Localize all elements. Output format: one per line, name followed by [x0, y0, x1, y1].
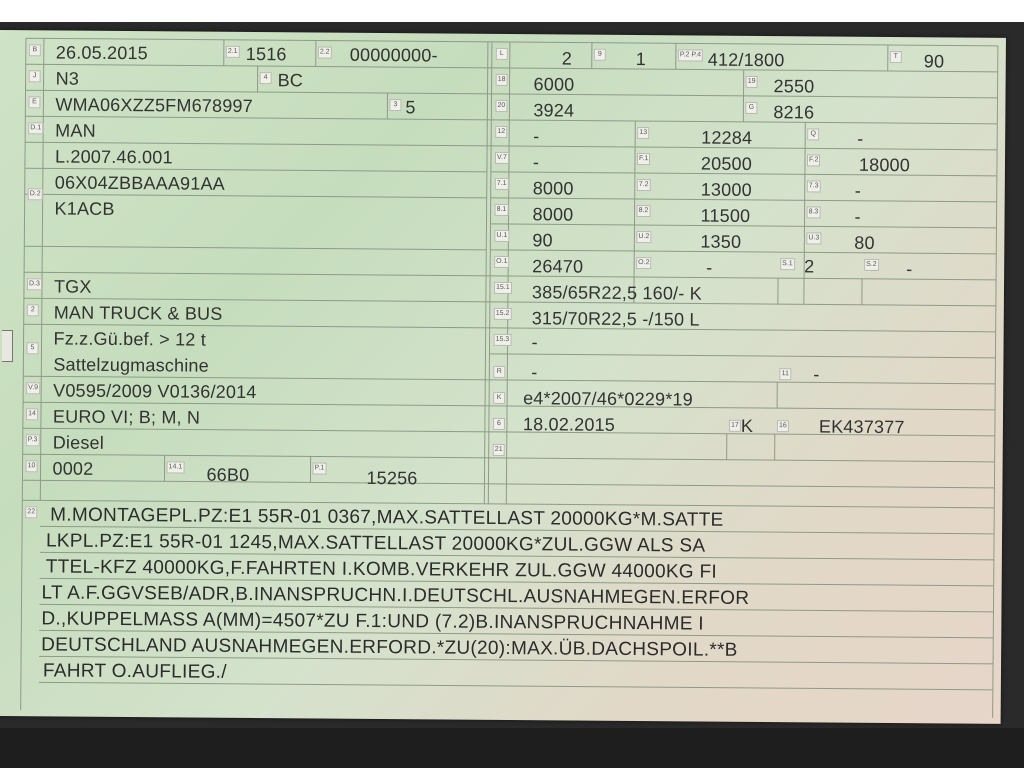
axle-load-1: 8000 — [532, 178, 574, 199]
permitted-axle-load-3: - — [854, 206, 861, 227]
field-label-D2: D.2 — [28, 188, 43, 200]
vin-check-digit: 5 — [405, 97, 416, 118]
unbraked-trailer-load: - — [706, 257, 713, 278]
make: MAN — [55, 120, 96, 141]
field-label-18: 18 — [496, 74, 508, 86]
field-label-12: 12 — [495, 126, 507, 138]
driven-axles: 1 — [635, 49, 647, 70]
field-label-S1: S.1 — [780, 258, 795, 270]
field-label-15-3: 15.3 — [494, 334, 512, 346]
emission-directive: V0595/2009 V0136/2014 — [53, 380, 257, 403]
body-type: BC — [277, 70, 304, 91]
field-label-14-1: 14.1 — [167, 461, 185, 473]
height: 3924 — [533, 100, 575, 121]
field-label-F2: F.2 — [807, 154, 820, 166]
field-label-V9: V.9 — [26, 382, 40, 394]
tyres-axle-1: 385/65R22,5 160/- K — [531, 282, 702, 304]
field-label-B: B — [29, 44, 41, 56]
fuel-type: Diesel — [52, 432, 105, 453]
technical-max-mass: 20500 — [700, 153, 753, 174]
field-label-P1: P.1 — [313, 463, 327, 475]
emission-class: EURO VI; B; M, N — [52, 406, 201, 428]
field-label-V7: V.7 — [495, 152, 509, 164]
field-label-U1: U.1 — [494, 230, 509, 242]
field-label-4: 4 — [260, 72, 272, 84]
remark-line-5: D.,KUPPELMASS A(MM)=4507*ZU F.1:UND (7.2)B.INANSPRUCHNAHME I — [41, 608, 705, 635]
type-code: 00000000- — [349, 44, 438, 66]
field-label-U3: U.3 — [806, 232, 821, 244]
vehicle-category-line-2: Sattelzugmaschine — [53, 354, 209, 376]
field-label-15-1: 15.1 — [494, 282, 512, 294]
type-variant-line-2: 06X04ZBBAAA91AA — [54, 172, 225, 194]
type-approval-number: e4*2007/46*0229*19 — [523, 388, 693, 410]
document-number: EK437377 — [818, 416, 905, 438]
field-label-5: 5 — [26, 342, 38, 354]
field-label-D1: D.1 — [28, 122, 43, 134]
fuel-code: 0002 — [52, 458, 94, 479]
field-label-14: 14 — [26, 408, 38, 420]
top-margin — [0, 0, 1024, 22]
field-label-2: 2 — [27, 304, 39, 316]
manufacturer-name: MAN TRUCK & BUS — [53, 302, 223, 324]
axle-count: 2 — [561, 48, 573, 69]
field-label-2-2: 2.2 — [318, 47, 332, 59]
operating-permit-mark: K — [740, 415, 754, 436]
tyres-axle-2: 315/70R22,5 -/150 L — [531, 308, 700, 330]
power-mass-ratio: - — [857, 128, 864, 149]
remark-line-1: M.MONTAGEPL.PZ:E1 55R-01 0367,MAX.SATTELLAST 20000KG*M.SATTE — [50, 504, 724, 531]
width: 2550 — [773, 76, 815, 97]
axle-load-3: - — [854, 180, 862, 201]
trade-name: TGX — [53, 276, 92, 297]
co2-value: - — [532, 152, 540, 173]
field-label-15-2: 15.2 — [494, 308, 512, 320]
field-label-O2: O.2 — [636, 257, 651, 269]
vehicle-category-line-1: Fz.z.Gü.bef. > 12 t — [53, 328, 207, 350]
field-label-10: 10 — [26, 460, 38, 472]
remark-line-7: FAHRT O.AUFLIEG./ — [42, 660, 227, 683]
field-label-11: 11 — [779, 368, 791, 380]
emission-code: 66B0 — [206, 464, 250, 486]
length: 6000 — [533, 74, 575, 95]
remark-line-6: DEUTSCHLAND AUSNAHMEGEN.ERFORD.*ZU(20):MAX.ÜB.DACHSPOIL.**B — [41, 634, 738, 661]
seats: 2 — [804, 256, 815, 277]
field-label-13: 13 — [637, 127, 649, 139]
body-code: - — [813, 364, 820, 385]
date-of-entry: 18.02.2015 — [522, 414, 616, 435]
field-label-22: 22 — [25, 506, 37, 518]
noise-rpm: 1350 — [700, 231, 742, 252]
field-label-O1: O.1 — [494, 256, 509, 268]
field-label-K: K — [493, 392, 505, 404]
braked-trailer-load: 26470 — [532, 256, 584, 277]
field-label-9: 9 — [594, 49, 606, 61]
empty-mass: 8216 — [773, 102, 815, 123]
field-label-19: 19 — [746, 76, 758, 88]
manufacturer-code: 1516 — [245, 43, 287, 65]
driving-noise: 80 — [854, 232, 875, 253]
engine-capacity: 15256 — [366, 467, 418, 489]
field-label-6: 6 — [493, 418, 505, 430]
type-variant-line-1: L.2007.46.001 — [54, 146, 173, 168]
field-label-2-1: 2.1 — [226, 46, 240, 58]
field-label-21: 21 — [493, 444, 505, 456]
field-label-E: E — [28, 96, 40, 108]
field-label-P2-P4: P.2 P.4 — [678, 49, 703, 61]
field-label-R: R — [493, 366, 505, 378]
support-load: 12284 — [701, 127, 753, 148]
remark-line-4: LT A.F.GGVSEB/ADR,B.INANSPRUCHN.I.DEUTSCHL.AUSNAHMEGEN.ERFOR — [41, 582, 750, 609]
tyres-axle-3: - — [531, 332, 538, 353]
axle-load-2: 13000 — [700, 179, 752, 200]
left-edge-tab — [2, 330, 13, 362]
permitted-max-mass: 18000 — [858, 154, 911, 176]
permitted-axle-load-1: 8000 — [532, 204, 574, 225]
field-label-L: L — [496, 48, 508, 60]
permitted-axle-load-2: 11500 — [700, 205, 751, 226]
field-label-S2: S.2 — [864, 259, 879, 271]
power-rpm: 412/1800 — [707, 49, 785, 71]
field-label-17: 17 — [729, 420, 741, 432]
tank-volume: - — [533, 126, 540, 147]
bottom-background — [0, 728, 1024, 768]
type-variant-line-3: K1ACB — [54, 198, 115, 219]
field-label-8-1: 8.1 — [495, 204, 509, 216]
vin: WMA06XZZ5FM678997 — [55, 94, 253, 117]
first-registration-date: 26.05.2015 — [55, 42, 148, 64]
field-label-8-2: 8.2 — [637, 205, 651, 217]
colour: - — [531, 362, 538, 383]
field-label-7-1: 7.1 — [495, 178, 509, 190]
field-label-U2: U.2 — [636, 231, 651, 243]
field-label-7-3: 7.3 — [807, 180, 821, 192]
vehicle-class: N3 — [55, 68, 80, 89]
field-label-3: 3 — [389, 99, 401, 111]
field-label-8-3: 8.3 — [807, 206, 821, 218]
field-label-20: 20 — [495, 100, 507, 112]
standing-places: - — [906, 259, 913, 280]
field-label-D3: D.3 — [27, 278, 42, 290]
field-label-7-2: 7.2 — [637, 179, 651, 191]
field-label-16: 16 — [777, 420, 789, 432]
field-label-G: G — [745, 102, 757, 114]
field-label-F1: F.1 — [637, 153, 650, 165]
stationary-noise: 90 — [532, 230, 553, 251]
remark-line-2: LKPL.PZ:E1 55R-01 1245,MAX.SATTELLAST 20000KG*ZUL.GGW ALS SA — [45, 530, 706, 557]
max-speed: 90 — [923, 51, 945, 72]
field-label-J: J — [29, 70, 41, 82]
field-label-T: T — [890, 51, 902, 63]
field-label-P3: P.3 — [26, 434, 40, 446]
field-label-Q: Q — [807, 128, 819, 140]
registration-document — [0, 30, 1006, 724]
remark-line-3: TTEL-KFZ 40000KG,F.FAHRTEN I.KOMB.VERKEHR ZUL.GGW 44000KG FI — [45, 556, 718, 583]
